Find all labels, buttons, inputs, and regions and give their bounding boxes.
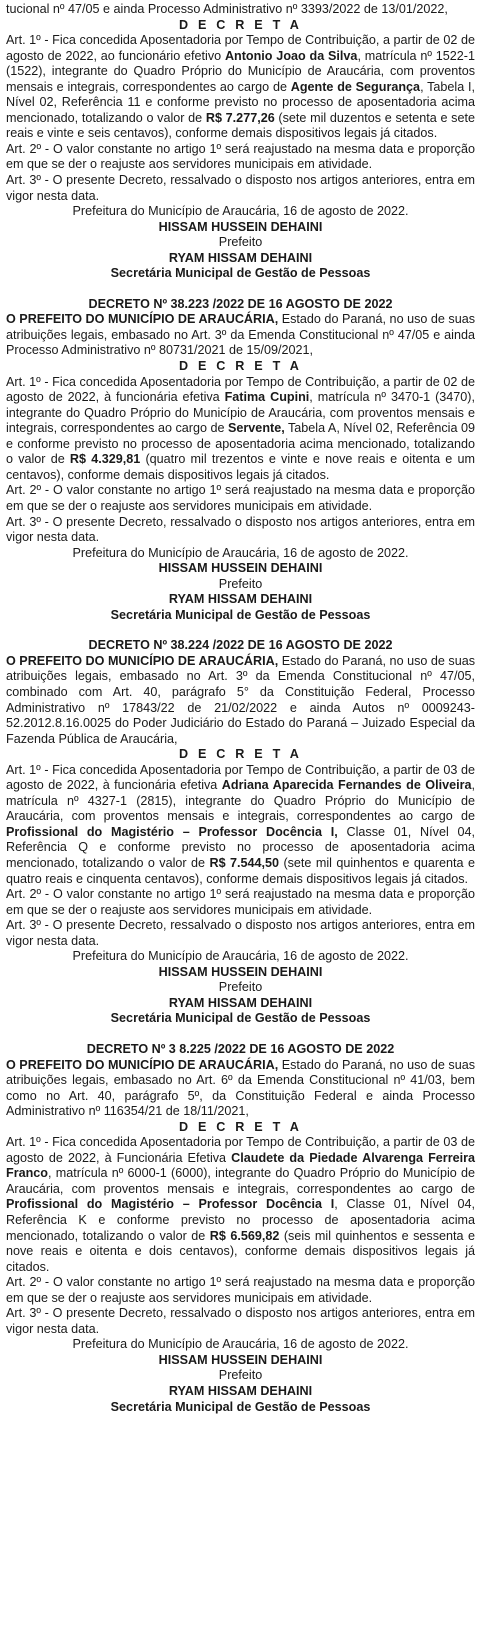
preamble-lead: O PREFEITO DO MUNICÍPIO DE ARAUCÁRIA, [6, 312, 279, 327]
article-2: Art. 2º - O valor constante no artigo 1º será reajustado na mesma data e proporção em que se der o reajuste aos servidores municipais em atividade. [6, 887, 475, 917]
signer-secretary-name: RYAM HISSAM DEHAINI [168, 250, 313, 265]
article-1-text: , matrícula nº 3470-1 (3470), integrante do Quadro Próprio do Município de Araucária, com proventos mensais e integrais, correspondentes ao cargo de [6, 390, 475, 436]
article-1-text: (seis mil quinhentos e sessenta e nove reais e oitenta e dois centavos), conforme demais dispositivos legais já citados. [6, 1228, 475, 1274]
preamble-text: Estado do Paraná, no uso de suas atribuições legais, embasado no Art. 3º da Emenda Constitucional nº 47/05, combinado com Art. 40, parágrafo 5° da Constituição Federal, Processo Administrativo nº 17843/22 de 21/02/2022 e ainda Autos nº 0009243-52.2012.8.16.0025 do Poder Judiciário do Estado do Paraná – Juizado Especial da Fazenda Pública de Araucária, [6, 653, 475, 746]
position-title: Profissional do Magistério – Professor Docência I [6, 1197, 335, 1212]
place-date: Prefeitura do Município de Araucária, 16 de agosto de 2022. [72, 204, 409, 219]
preamble-text: Estado do Paraná, no uso de suas atribuições legais, embasado no Art. 3º da Emenda Constitucional nº 47/05 e ainda Processo Administrativo nº 80731/2021 de 15/09/2021, [6, 312, 475, 358]
intro-fragment: tucional nº 47/05 e ainda Processo Administrativo nº 3393/2022 de 13/01/2022, [6, 2, 448, 16]
signer-mayor-name: HISSAM HUSSEIN DEHAINI [158, 1352, 323, 1367]
preamble [6, 1058, 475, 1120]
signer-secretary-name: RYAM HISSAM DEHAINI [168, 995, 313, 1010]
signer-mayor-name: HISSAM HUSSEIN DEHAINI [158, 219, 323, 234]
article-3: Art. 3º - O presente Decreto, ressalvado o disposto nos artigos anteriores, entra em vigor nesta data. [6, 173, 475, 203]
article-1-text: Classe 01, Nível 04, Referência Q e conforme previsto no processo de aposentadoria acima mencionado, totalizando o valor de [6, 824, 476, 870]
article-3: Art. 3º - O presente Decreto, ressalvado o disposto nos artigos anteriores, entra em vigor nesta data. [6, 918, 475, 948]
article-1-text: Art. 1º - Fica concedida Aposentadoria por Tempo de Contribuição, a partir de 03 de agosto de 2022, à funcionária efetiva [6, 762, 475, 793]
decree-title: DECRETO Nº 38.224 /2022 DE 16 AGOSTO DE 2022 [88, 638, 393, 653]
signer-mayor-role: Prefeito [218, 980, 263, 995]
pension-amount: R$ 4.329,81 [69, 452, 141, 467]
decreta-heading: D E C R E T A [179, 359, 302, 374]
article-1 [6, 33, 475, 142]
signer-mayor-role: Prefeito [218, 576, 263, 591]
place-date: Prefeitura do Município de Araucária, 16 de agosto de 2022. [72, 545, 409, 560]
beneficiary-name: Adriana Aparecida Fernandes de Oliveira [221, 778, 472, 793]
article-1-text: Art. 1º - Fica concedida Aposentadoria por Tempo de Contribuição, a partir de 03 de agosto de 2022, à Funcionária Efetiva [6, 1135, 475, 1165]
article-1 [6, 375, 475, 484]
signer-mayor-role: Prefeito [218, 235, 263, 250]
beneficiary-name: Claudete da Piedade Alvarenga Ferreira Franco [6, 1150, 476, 1181]
preamble [6, 312, 475, 359]
place-date: Prefeitura do Município de Araucária, 16 de agosto de 2022. [72, 1337, 409, 1352]
article-1-text: (sete mil quinhentos e quarenta e quatro reais e cinquenta centavos), conforme demais dispositivos legais já citados. [6, 855, 475, 886]
preamble-text: Estado do Paraná, no uso de suas atribuições legais, embasado no Art. 6º da Emenda Constitucional nº 41/03, bem como no Art. 40, parágrafo 5º, da Constituição Federal e ainda Processo Administrativo nº 116354/21 de 18/11/2021, [6, 1057, 475, 1119]
article-1-text: , matrícula nº 4327-1 (2815), integrante do Quadro Próprio do Município de Araucária, com proventos mensais e integrais, correspondentes ao cargo de [6, 778, 475, 824]
signer-mayor-name: HISSAM HUSSEIN DEHAINI [158, 561, 323, 576]
decree-section [6, 297, 475, 623]
article-1-text: , Tabela I, Nível 02, Referência 11 e conforme previsto no processo de aposentadoria acima mencionado, totalizando o valor de [6, 79, 475, 125]
signer-mayor-role: Prefeito [218, 1368, 263, 1383]
position-title: Servente, [228, 421, 285, 436]
decree-title: DECRETO Nº 3 8.225 /2022 DE 16 AGOSTO DE 2022 [86, 1042, 395, 1056]
signer-secretary-name: RYAM HISSAM DEHAINI [168, 592, 313, 607]
article-1-text: Art. 1º - Fica concedida Aposentadoria por Tempo de Contribuição, a partir de 02 de agosto de 2022, ao funcionário efetivo [6, 33, 475, 63]
article-2: Art. 2º - O valor constante no artigo 1º será reajustado na mesma data e proporção em que se der o reajuste aos servidores municipais em atividade. [6, 483, 475, 513]
decreta-heading: D E C R E T A [179, 1119, 302, 1134]
article-2: Art. 2º - O valor constante no artigo 1º será reajustado na mesma data e proporção em que se der o reajuste aos servidores municipais em atividade. [6, 1275, 475, 1305]
decree-section [6, 1042, 475, 1415]
position-title: Agente de Segurança [290, 79, 421, 94]
article-1-text: Art. 1º - Fica concedida Aposentadoria por Tempo de Contribuição, a partir de 02 de agosto de 2022, à funcionária efetiva [6, 374, 475, 405]
article-1-text: Tabela A, Nível 02, Referência 09 e conforme previsto no processo de aposentadoria acima mencionado, totalizando o valor de [6, 421, 475, 467]
article-3: Art. 3º - O presente Decreto, ressalvado o disposto nos artigos anteriores, entra em vigor nesta data. [6, 1306, 475, 1336]
article-1 [6, 763, 475, 887]
pension-amount: R$ 7.277,26 [205, 110, 275, 125]
signer-secretary-role: Secretária Municipal de Gestão de Pessoas [110, 1011, 371, 1026]
signer-secretary-role: Secretária Municipal de Gestão de Pessoas [110, 266, 371, 281]
decree-section [6, 638, 475, 1027]
decreta-heading: D E C R E T A [179, 17, 302, 32]
preamble-lead: O PREFEITO DO MUNICÍPIO DE ARAUCÁRIA, [6, 653, 279, 668]
decreta-heading: D E C R E T A [179, 747, 302, 762]
position-title: Profissional do Magistério – Professor Docência I, [6, 824, 338, 839]
signer-secretary-name: RYAM HISSAM DEHAINI [168, 1384, 313, 1399]
decree-title: DECRETO Nº 38.223 /2022 DE 16 AGOSTO DE 2022 [88, 296, 393, 311]
article-1-text: (sete mil duzentos e setenta e sete reais e vinte e seis centavos), conforme demais dispositivos legais já citados. [6, 110, 475, 141]
article-1-text: , matrícula nº 6000-1 (6000), integrante do Quadro Próprio do Município de Araucária, com proventos mensais e integrais, correspondentes ao cargo de [6, 1166, 475, 1196]
article-1-text: , Classe 01, Nível 04, Referência K e conforme previsto no processo de aposentadoria acima mencionado, totalizando o valor de [6, 1197, 476, 1243]
article-1 [6, 1135, 475, 1275]
article-3: Art. 3º - O presente Decreto, ressalvado o disposto nos artigos anteriores, entra em vigor nesta data. [6, 514, 475, 545]
signer-mayor-name: HISSAM HUSSEIN DEHAINI [158, 964, 323, 979]
pension-amount: R$ 7.544,50 [209, 855, 280, 870]
article-1-text: (quatro mil trezentos e vinte e nove reais e oitenta e um centavos), conforme demais dispositivos legais já citados. [6, 452, 475, 482]
preamble-lead: O PREFEITO DO MUNICÍPIO DE ARAUCÁRIA, [6, 1057, 279, 1072]
decree-section [6, 18, 475, 282]
place-date: Prefeitura do Município de Araucária, 16 de agosto de 2022. [72, 949, 409, 964]
article-2: Art. 2º - O valor constante no artigo 1º será reajustado na mesma data e proporção em que se der o reajuste aos servidores municipais em atividade. [6, 141, 475, 172]
beneficiary-name: Antonio Joao da Silva [224, 48, 358, 63]
preamble [6, 654, 475, 747]
document-page [6, 0, 475, 1415]
signer-secretary-role: Secretária Municipal de Gestão de Pessoas [110, 607, 371, 622]
article-1-text: , matrícula nº 1522-1 (1522), integrante do Quadro Próprio do Município de Araucária, com proventos mensais e integrais, correspondentes ao cargo de [6, 48, 475, 94]
signer-secretary-role: Secretária Municipal de Gestão de Pessoas [110, 1399, 371, 1414]
beneficiary-name: Fatima Cupini [224, 390, 310, 405]
pension-amount: R$ 6.569,82 [209, 1228, 280, 1243]
